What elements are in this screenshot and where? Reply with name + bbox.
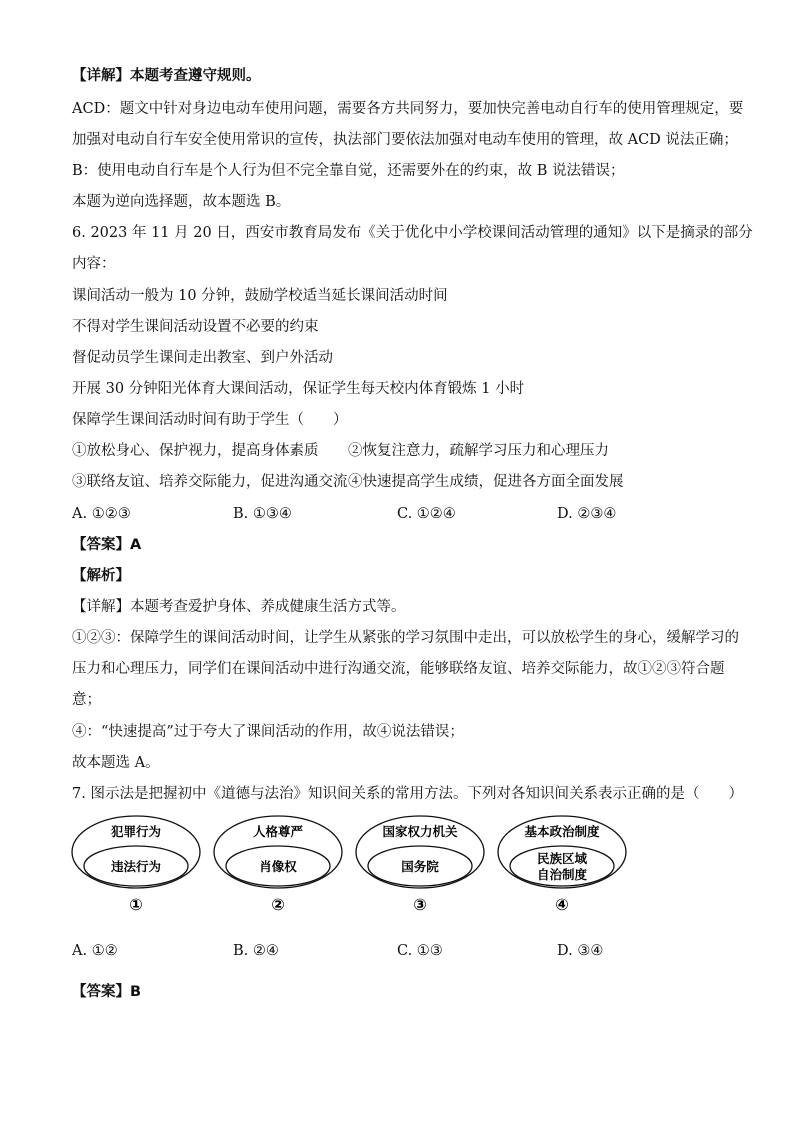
diagram-1-inner-label: 违法行为 (110, 859, 162, 874)
diagram-4-number: ④ (555, 895, 569, 914)
q6-option-a: A. ①②③ (72, 506, 131, 522)
diagram-3-number: ③ (413, 895, 427, 914)
q5-b-explanation: B：使用电动自行车是个人行为但不完全靠自觉，还需要外在的约束，故 B 说法错误； (72, 163, 625, 179)
diagram-3-inner-label: 国务院 (401, 859, 439, 874)
q7-diagram-4 (498, 816, 626, 914)
diagram-4-outer-label: 基本政治制度 (524, 824, 600, 839)
detail-heading-q5: 【详解】本题考查遵守规则。 (72, 68, 261, 84)
q6-stem-2: 内容： (72, 256, 116, 272)
diagram-2-inner-label: 肖像权 (259, 859, 297, 874)
q7-stem: 7. 图示法是把握初中《道德与法治》知识间关系的常用方法。下列对各知识间关系表示正确的是（ ） (72, 786, 743, 802)
q5-acd-explanation-2: 加强对电动自行车安全使用常识的宣传，执法部门要依法加强对电动车使用的管理，故 ACD 说法正确； (72, 132, 738, 148)
q7-diagram-3 (356, 816, 484, 914)
q6-detail-2: ①②③：保障学生的课间活动时间，让学生从紧张的学习氛围中走出，可以放松学生的身心，缓解学习的 (72, 630, 739, 646)
q6-stem-1: 6. 2023 年 11 月 20 日，西安市教育局发布《关于优化中小学校课间活动管理的通知》以下是摘录的部分 (72, 225, 753, 241)
q7-option-a: A. ①② (72, 943, 118, 959)
q7-diagram-1 (72, 816, 200, 914)
q6-statement-1: ①放松身心、保护视力，提高身体素质 (72, 443, 319, 459)
q7-option-b: B. ②④ (233, 943, 279, 959)
diagram-2-outer-label: 人格尊严 (252, 824, 304, 839)
q6-answer: 【答案】A (72, 537, 142, 553)
q7-diagram-2 (214, 816, 342, 914)
q6-statement-4: ④快速提高学生成绩，促进各方面全面发展 (348, 474, 624, 490)
diagram-4-inner-label-1: 民族区域 (536, 851, 588, 866)
q6-detail-6: 故本题选 A。 (72, 755, 160, 771)
q7-option-d: D. ③④ (557, 943, 604, 959)
q6-excerpt-4: 开展 30 分钟阳光体育大课间活动，保证学生每天校内体育锻炼 1 小时 (72, 381, 525, 397)
q6-option-c: C. ①②④ (397, 506, 456, 522)
diagram-3-outer-label: 国家权力机关 (382, 824, 458, 839)
q6-question: 保障学生课间活动时间有助于学生（ ） (72, 412, 348, 428)
q5-acd-explanation-1: ACD：题文中针对身边电动车使用问题，需要各方共同努力，要加快完善电动自行车的使用管理规定，要 (72, 101, 744, 117)
q7-relationship-diagrams (70, 814, 630, 918)
q6-statement-2: ②恢复注意力，疏解学习压力和心理压力 (348, 443, 609, 459)
diagram-4-inner-label-2: 自治制度 (536, 867, 588, 882)
q6-option-d: D. ②③④ (557, 506, 617, 522)
q6-statement-3: ③联络友谊、培养交际能力，促进沟通交流 (72, 474, 348, 490)
q6-excerpt-2: 不得对学生课间活动设置不必要的约束 (72, 319, 319, 335)
q6-analysis-heading: 【解析】 (72, 568, 130, 584)
q7-option-c: C. ①③ (397, 943, 443, 959)
q6-excerpt-3: 督促动员学生课间走出教室、到户外活动 (72, 350, 333, 366)
q6-excerpt-1: 课间活动一般为 10 分钟，鼓励学校适当延长课间活动时间 (72, 288, 448, 304)
q7-answer: 【答案】B (72, 984, 142, 1000)
diagram-1-outer-label: 犯罪行为 (110, 824, 162, 839)
q6-detail-1: 【详解】本题考查爱护身体、养成健康生活方式等。 (72, 599, 406, 615)
diagram-2-number: ② (271, 895, 285, 914)
q5-conclusion: 本题为逆向选择题，故本题选 B。 (72, 194, 291, 210)
diagram-1-number: ① (129, 895, 143, 914)
q6-detail-5: ④：“快速提高”过于夸大了课间活动的作用，故④说法错误； (72, 724, 464, 740)
q6-option-b: B. ①③④ (233, 506, 292, 522)
q6-detail-3: 压力和心理压力，同学们在课间活动中进行沟通交流，能够联络友谊、培养交际能力，故①②③符合题 (72, 661, 725, 677)
q6-detail-4: 意； (72, 692, 101, 708)
